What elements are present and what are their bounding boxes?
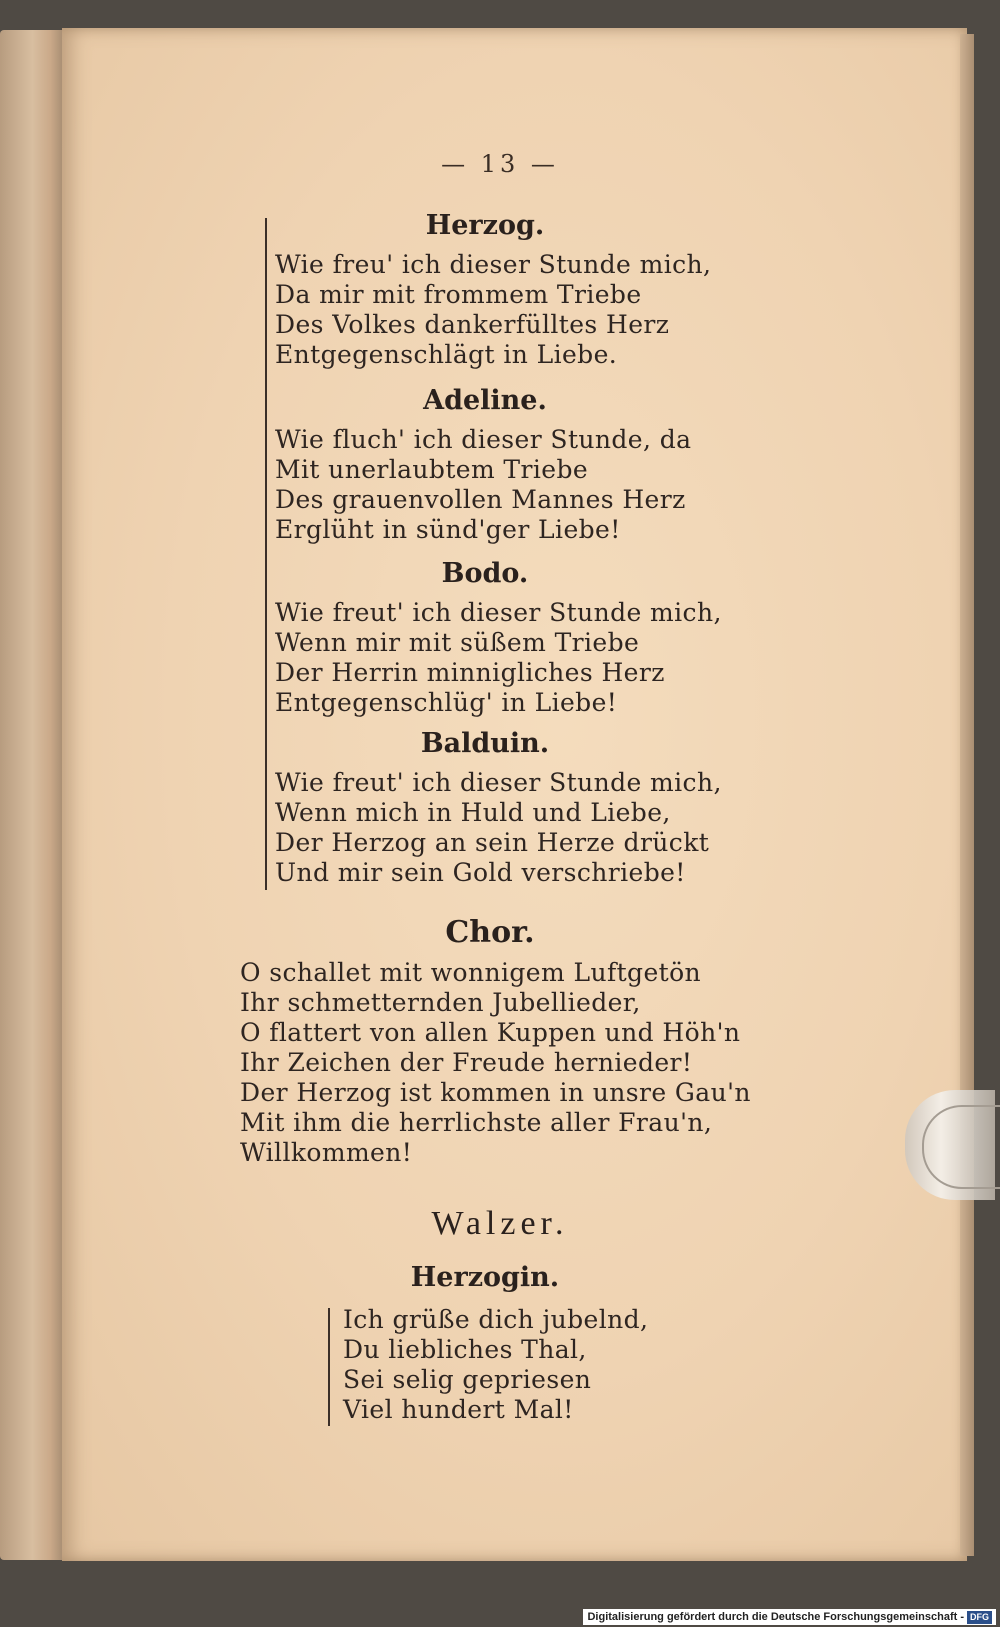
speaker-heading: Balduin. (420, 728, 550, 759)
verse-line: Wie freu' ich dieser Stunde mich, (275, 250, 712, 279)
chor-line: O flattert von allen Kuppen und Höh'n (240, 1018, 741, 1047)
verse-line: Wie freut' ich dieser Stunde mich, (275, 598, 722, 627)
speaker-heading: Bodo. (441, 558, 529, 589)
verse-line: Des Volkes dankerfülltes Herz (275, 310, 670, 339)
page-clip-inner (922, 1105, 1000, 1189)
verse-line: Viel hundert Mal! (343, 1395, 574, 1424)
chor-line: Willkommen! (240, 1138, 413, 1167)
verse-line: Da mir mit frommem Triebe (275, 280, 642, 309)
verse-line: Ich grüße dich jubelnd, (343, 1305, 649, 1334)
speaker-heading: Adeline. (423, 385, 547, 416)
quartet-brace (265, 218, 267, 890)
chor-line: Ihr Zeichen der Freude hernieder! (240, 1048, 693, 1077)
verse-line: Wenn mich in Huld und Liebe, (275, 798, 671, 827)
chor-line: O schallet mit wonnigem Luftgetön (240, 958, 702, 987)
verse-line: Der Herrin minnigliches Herz (275, 658, 665, 687)
verse-line: Erglüht in sünd'ger Liebe! (275, 515, 621, 544)
verse-line: Mit unerlaubtem Triebe (275, 455, 589, 484)
verse-line: Entgegenschlüg' in Liebe! (275, 688, 618, 717)
verse-line: Des grauenvollen Mannes Herz (275, 485, 686, 514)
page-edge (960, 34, 974, 1556)
section-title: Walzer. (431, 1205, 569, 1242)
chor-heading: Chor. (445, 915, 535, 950)
credit-text: Digitalisierung gefördert durch die Deutsche Forschungsgemeinschaft - (587, 1611, 964, 1623)
page-number: — 13 — (441, 150, 559, 178)
verse-line: Entgegenschlägt in Liebe. (275, 340, 618, 369)
verse-line: Wie freut' ich dieser Stunde mich, (275, 768, 722, 797)
dfg-logo: DFG (967, 1611, 992, 1624)
chor-line: Ihr schmetternden Jubellieder, (240, 988, 641, 1017)
verse-line: Wenn mir mit süßem Triebe (275, 628, 640, 657)
verse-line: Und mir sein Gold verschriebe! (275, 858, 686, 887)
verse-line: Der Herzog an sein Herze drückt (275, 828, 710, 857)
chor-line: Der Herzog ist kommen in unsre Gau'n (240, 1078, 751, 1107)
speaker-heading: Herzogin. (410, 1262, 560, 1293)
verse-line: Sei selig gepriesen (343, 1365, 592, 1394)
verse-line: Du liebliches Thal, (343, 1335, 587, 1364)
speaker-heading: Herzog. (425, 210, 545, 241)
digitization-credit (583, 1609, 996, 1625)
walzer-brace (328, 1308, 330, 1426)
chor-line: Mit ihm die herrlichste aller Frau'n, (240, 1108, 713, 1137)
verse-line: Wie fluch' ich dieser Stunde, da (275, 425, 692, 454)
